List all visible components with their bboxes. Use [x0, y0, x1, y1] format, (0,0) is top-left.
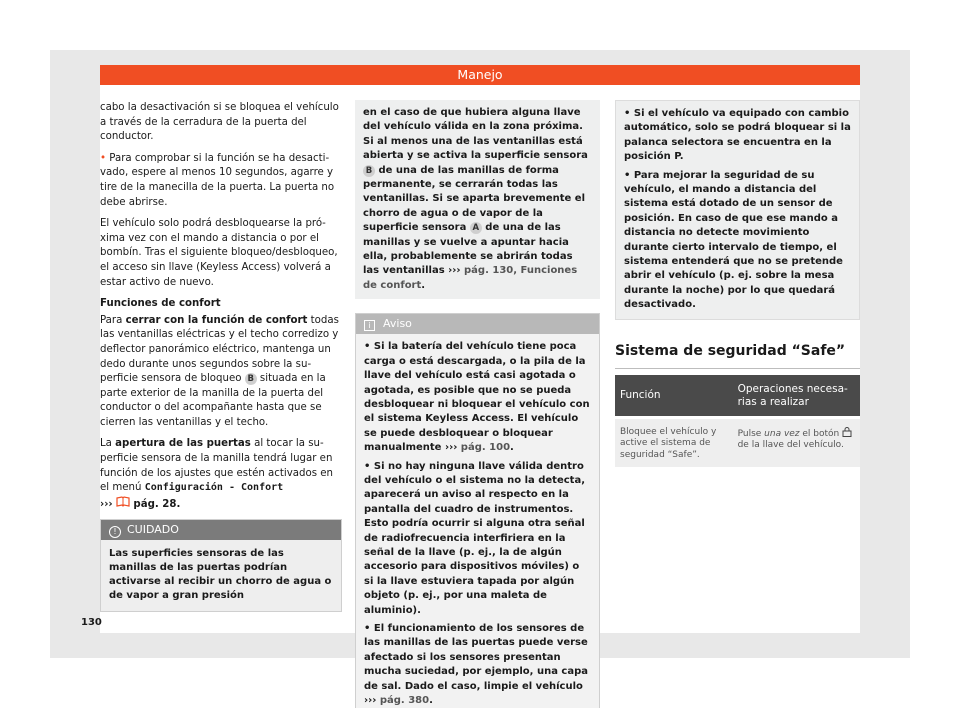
text: Para mejorar la seguridad de su vehículo, el mando a distancia del sistema está dotado de un sensor de posición. En caso de que ese mando a distancia no detecte movimiento durante cierto intervalo de tiempo, el sistema entenderá que no se pretende abrir el vehículo (p. ej. sobre la mesa durante la noche) por lo que quedará desactivado. — [624, 169, 843, 311]
text: de la llave del vehículo. — [737, 440, 844, 451]
caution-text: Las superficies sensoras de las manillas de las puertas podrían activarse al recibir un chorro de agua o de vapor a gran presión — [101, 540, 341, 611]
table-header-row — [615, 375, 860, 417]
marker-a: A — [470, 222, 482, 234]
text: . — [429, 695, 433, 707]
ref-arrow: ››› — [100, 498, 113, 510]
caution-title: CUIDADO — [127, 523, 179, 537]
caution-box — [100, 519, 342, 612]
text: El funcionamiento de los sensores de las manillas de las puertas puede verse afectado si los sensores presentan mucha suciedad, por ejemplo, una capa de sal. Dado el caso, limpie el vehículo — [364, 623, 589, 692]
notice-item: • Si el vehículo va equipado con cambio automático, solo se podrá bloquear si la palanca selectora se encuentra en la posición P. — [624, 108, 851, 163]
paragraph: El vehículo solo podrá desbloquearse la próxima vez con el mando a distancia o por el bombín. Tras el siguiente bloqueo/desbloqueo, el acceso sin llave (Keyless Access) volverá a estar activo de nuevo. — [100, 218, 338, 288]
text: Pulse — [737, 428, 765, 439]
notice-title: Aviso — [383, 317, 412, 331]
text: Si no hay ninguna llave válida dentro del vehículo o el sistema no la detecta, aparecerá un aviso al respecto en la pantalla del cuadro de instrumentos. Esto podría ocurrir si alguna otra señal de radiofrecuencia interfiriera en la señal de la llave (p. ej., la de algún accesorio para dispositivos móviles) o si la llave estuviera tapada por algún objeto (p. ej., por una maleta de aluminio). — [364, 460, 585, 616]
table-cell — [733, 417, 860, 467]
notice-item: • El funcionamiento de los sensores de las manillas de las puertas puede verse afectado si los sensores presentan mucha suciedad, por ejemplo, una capa de sal. Dado el caso, limpie el vehículo ››› pág. 380. — [364, 623, 589, 707]
text: de una de las manillas de forma permanente, se cerrarán todas las ventanillas. Si se aparta brevemente el chorro de agua o de vapor de la superficie sensora — [363, 164, 586, 234]
text: situada en la parte exterior de la manilla de la puerta del conductor o del acompañante hasta que se cierren las ventanillas y el techo. — [100, 373, 326, 428]
page-ref[interactable]: pág. 380 — [376, 695, 430, 707]
warning-circle-icon: ! — [109, 526, 121, 538]
ref-arrow: ››› — [448, 265, 461, 277]
notice-item: • Si no hay ninguna llave válida dentro del vehículo o el sistema no la detecta, aparecerá un aviso al respecto en la pantalla del cuadro de instrumentos. Esto podría ocurrir si alguna otra señal de radiofrecuencia interfiriera en la señal de la llave (p. ej., la de algún accesorio para dispositivos móviles) o si la llave estuviera tapada por algún objeto (p. ej., por una maleta de aluminio). — [364, 460, 585, 616]
text: al tocar la superficie sensora de la manilla tendrá lugar en función de los ajustes que estén activados en el menú — [100, 438, 333, 494]
notice-body — [356, 334, 599, 708]
italic-text: una vez — [764, 428, 800, 439]
table-header: Operaciones necesarias a realizar — [733, 375, 860, 417]
text: el botón — [799, 428, 843, 439]
paragraph — [100, 152, 342, 210]
ref-arrow: ››› — [364, 695, 377, 707]
text: Si la batería del vehículo tiene poca carga o está descargada, o la pila de la llave del vehículo está casi agotada o agotada, es posible que no se pueda desbloquear ni bloquear el vehículo con el sistema Keyless Access. El vehículo se puede desbloquear o bloquear manualmente — [364, 341, 590, 454]
paragraph — [100, 314, 342, 431]
text: . — [421, 279, 426, 291]
caution-continuation-box — [355, 100, 600, 299]
page-ref[interactable]: pág. 28. — [129, 498, 181, 510]
lock-icon — [842, 429, 852, 439]
paragraph: cabo la desactivación si se bloquea el vehículo a través de la cerradura de la puerta del conductor. — [100, 102, 339, 143]
column-2 — [355, 100, 600, 708]
bold-text: apertura de las puertas — [115, 438, 251, 450]
page-ref[interactable]: pág. 130, Funciones de confort — [363, 265, 578, 291]
section-title: Sistema de seguridad “Safe” — [615, 344, 860, 370]
menu-path: Configuración - Confort — [144, 482, 284, 494]
text: todas las ventanillas eléctricas y el techo corredizo y deflector panorámico eléctrico, mantenga un dedo durante unos segundos sobre la superficie sensora de bloqueo — [100, 314, 339, 385]
page-ref[interactable]: pág. 100 — [457, 442, 511, 454]
notice-item: • Para mejorar la seguridad de su vehículo, el mando a distancia del sistema está dotado de un sensor de posición. En caso de que ese mando a distancia no detecte movimiento durante cierto intervalo de tiempo, el sistema entenderá que no se pretende abrir el vehículo (p. ej. sobre la mesa durante la noche) por lo que quedará desactivado. — [624, 169, 843, 311]
marker-b: B — [363, 165, 375, 177]
paragraph — [100, 437, 342, 512]
table-header: Función — [615, 375, 733, 417]
subheading: Funciones de confort — [100, 298, 221, 310]
notice-box — [355, 313, 600, 708]
text: de una de las manillas y se vuelve a apuntar hacia ella, probablemente se abrirán todas las ventanillas — [363, 222, 573, 277]
notice-item: • Si la batería del vehículo tiene poca carga o está descargada, o la pila de la llave del vehículo está casi agotada o agotada, es posible que no se pueda desbloquear ni bloquear el vehículo con el sistema Keyless Access. El vehículo se puede desbloquear o bloquear manualmente ››› pág. 100. — [364, 341, 590, 454]
section-header: Manejo — [100, 65, 860, 85]
column-1 — [100, 101, 342, 612]
paragraph-text: Para comprobar si la función se ha desactivado, espere al menos 10 segundos, agarre y tire de la manecilla de la puerta. La puerta no debe abrirse. — [100, 152, 335, 208]
table-row — [615, 417, 860, 467]
text: La — [100, 438, 116, 450]
ref-arrow: ››› — [444, 442, 458, 454]
info-icon: i — [364, 320, 375, 331]
book-icon — [116, 499, 130, 510]
text: en el caso de que hubiera alguna llave del vehículo válida en la zona próxima. Si al menos una de las ventanillas está abierta y se activa la superficie sensora — [363, 107, 588, 162]
text: Si el vehículo va equipado con cambio automático, solo se podrá bloquear si la palanca selectora se encuentra en la posición P. — [624, 108, 851, 163]
notice-continuation-box — [615, 100, 860, 320]
page-number: 130 — [81, 617, 102, 628]
notice-header — [356, 314, 599, 334]
caution-header — [101, 520, 341, 540]
text: Para — [100, 314, 126, 326]
column-3 — [615, 100, 860, 467]
table-cell: Bloquee el vehículo y active el sistema de seguridad “Safe”. — [615, 417, 733, 467]
text: . — [510, 442, 514, 454]
marker-b: B — [245, 373, 257, 385]
function-table — [615, 375, 860, 467]
bullet: • — [100, 152, 107, 164]
bold-text: cerrar con la función de confort — [125, 314, 308, 326]
manual-page — [81, 65, 860, 707]
